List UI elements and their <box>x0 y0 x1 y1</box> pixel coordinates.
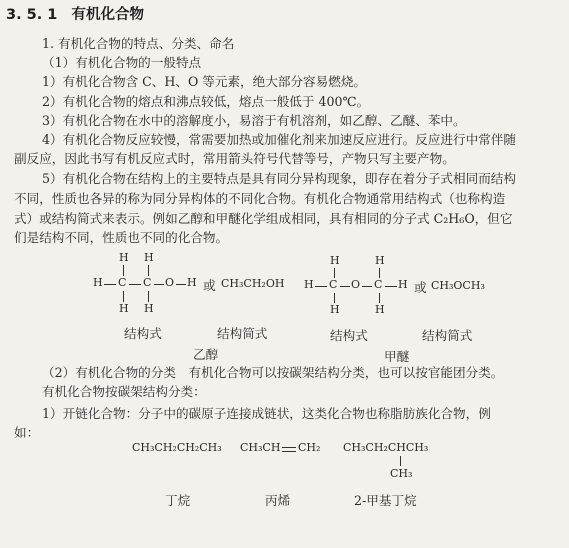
atom-h: H <box>144 251 154 264</box>
bond <box>315 286 327 287</box>
bond <box>123 291 124 302</box>
atom-c: C <box>374 278 383 291</box>
subheading-1: （1）有机化合物的一般特点 <box>42 55 202 70</box>
subheading-2: （2）有机化合物的分类 有机化合物可以按碳架结构分类，也可以按官能团分类。 <box>42 365 504 380</box>
isobutane-formula: CH₃CH₂CHCH₃ <box>343 441 429 454</box>
bond <box>334 268 335 278</box>
atom-h: H <box>304 278 314 291</box>
section-number: 3. 5. 1 <box>6 7 58 23</box>
section-heading <box>6 3 144 24</box>
compound-name: 2-甲基丁烷 <box>354 493 417 508</box>
atom-h: H <box>119 302 129 315</box>
atom-c: C <box>118 276 127 289</box>
atom-h: H <box>330 303 340 316</box>
atom-h: H <box>119 251 129 264</box>
bond <box>176 284 186 285</box>
paragraph-line: 4）有机化合物反应较慢，常需要加热或加催化剂来加速反应进行。反应进行中常伴随 <box>42 132 516 147</box>
bond <box>385 286 397 287</box>
compound-name: 甲醚 <box>384 349 410 364</box>
bond <box>362 286 372 287</box>
atom-h: H <box>375 303 385 316</box>
double-bond <box>282 447 296 452</box>
paragraph-line: 5）有机化合物在结构上的主要特点是具有同分异构现象，即存在着分子式相同而结构 <box>42 171 516 186</box>
atom-h: H <box>330 254 340 267</box>
paragraph-line: 不同，性质也各异的称为同分异构体的不同化合物。有机化合物通常用结构式（也称构造 <box>14 191 506 206</box>
paragraph-line: 如： <box>14 425 40 440</box>
atom-o: O <box>165 276 175 289</box>
butane-formula: CH₃CH₂CH₂CH₃ <box>132 441 222 454</box>
bond <box>148 265 149 276</box>
condensed-formula-label: 结构简式 <box>217 326 268 341</box>
paragraph-line: 副反应，因此书写有机反应式时，常用箭头符号代替等号，产物只写主要产物。 <box>14 151 455 166</box>
condensed-formula-label: 结构简式 <box>422 328 473 343</box>
section-title: 有机化合物 <box>71 7 144 23</box>
condensed-formula: CH₃CH₂OH <box>221 277 285 290</box>
bond <box>340 286 350 287</box>
or-text: 或 <box>203 278 216 293</box>
paragraph-line: 3）有机化合物在水中的溶解度小，易溶于有机溶剂，如乙醇、乙醚、苯中。 <box>42 113 466 128</box>
paragraph-line: 2）有机化合物的熔点和沸点较低，熔点一般低于 400℃。 <box>42 94 370 109</box>
paragraph-line: 们是结构不同，性质也不同的化合物。 <box>14 230 229 245</box>
bond <box>104 284 116 285</box>
bond <box>379 293 380 303</box>
propene-formula-right: CH₂ <box>298 441 321 454</box>
bond <box>123 265 124 276</box>
atom-h: H <box>398 278 408 291</box>
bond <box>400 456 401 466</box>
paragraph-line: 式）或结构简式来表示。例如乙醇和甲醚化学组成相同，具有相同的分子式 C₂H₆O，但它 <box>14 211 513 226</box>
or-text: 或 <box>414 280 427 295</box>
compound-name: 乙醇 <box>193 347 219 362</box>
bond <box>148 291 149 302</box>
atom-h: H <box>375 254 385 267</box>
atom-c: C <box>143 276 152 289</box>
atom-o: O <box>351 278 361 291</box>
compound-name: 丙烯 <box>265 493 291 508</box>
atom-h: H <box>93 276 103 289</box>
bond <box>129 284 141 285</box>
paragraph-line: 1）有机化合物含 C、H、O 等元素，绝大部分容易燃烧。 <box>42 74 367 89</box>
atom-h: H <box>187 276 197 289</box>
heading-1: 1. 有机化合物的特点、分类、命名 <box>42 36 235 51</box>
compound-name: 丁烷 <box>165 493 191 508</box>
paragraph-line: 有机化合物按碳架结构分类： <box>42 384 206 399</box>
propene-formula-left: CH₃CH <box>240 441 281 454</box>
bond <box>154 284 164 285</box>
bond <box>334 293 335 303</box>
atom-c: C <box>329 278 338 291</box>
bond <box>379 268 380 278</box>
structural-formula-label: 结构式 <box>124 326 162 341</box>
isobutane-branch: CH₃ <box>390 467 413 480</box>
structural-formula-label: 结构式 <box>330 328 368 343</box>
condensed-formula: CH₃OCH₃ <box>431 279 485 292</box>
paragraph-line: 1）开链化合物：分子中的碳原子连接成链状，这类化合物也称脂肪族化合物，例 <box>42 406 491 421</box>
atom-h: H <box>144 302 154 315</box>
